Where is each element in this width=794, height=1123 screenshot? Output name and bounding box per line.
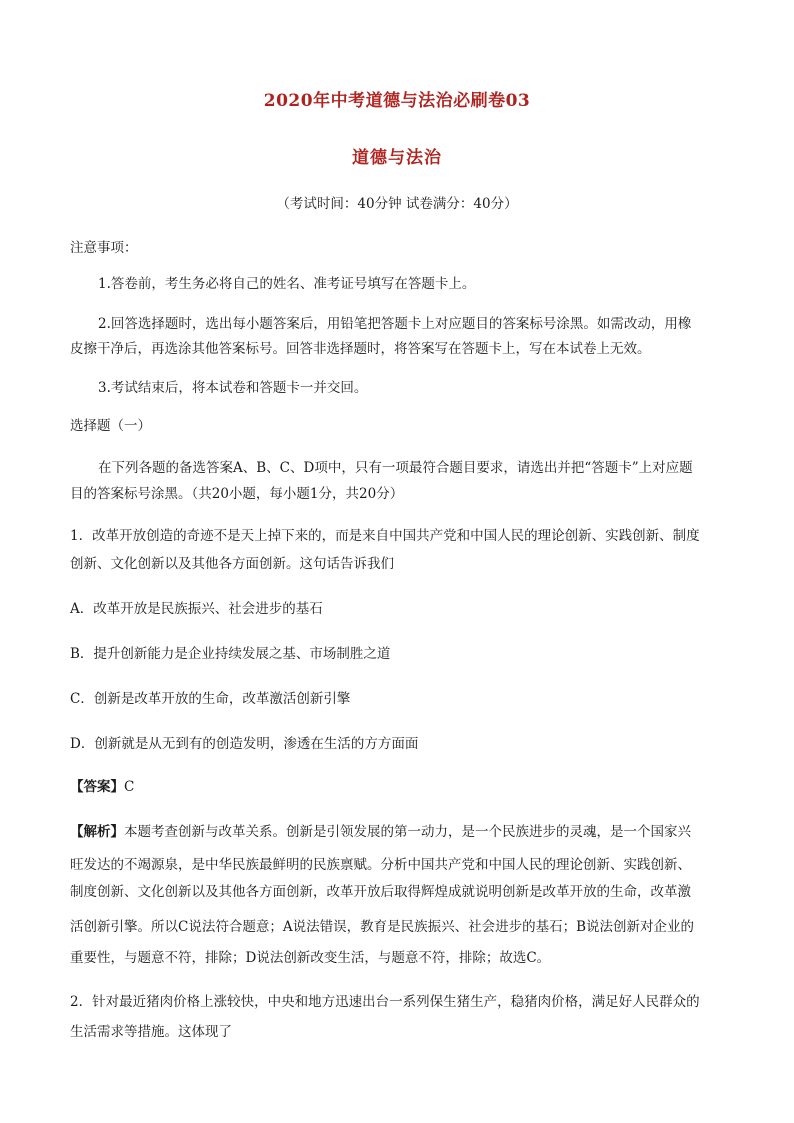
q1-analysis-line-3: 制度创新、文化创新以及其他各方面创新，改革开放后取得辉煌成就说明创新是改革开放的生命，改革激 <box>70 884 691 900</box>
note-item-2-line-2: 皮擦干净后，再选涂其他答案标号。回答非选择题时，将答案写在答题卡上，写在本试卷上无效。 <box>70 341 651 357</box>
q1-analysis-line-5: 重要性，与题意不符，排除；D说法创新改变生活，与题意不符，排除；故选C。 <box>70 950 551 966</box>
q1-stem-line-1: 1．改革开放创造的奇迹不是天上掉下来的，而是来自中国共产党和中国人民的理论创新、实践创新、制度 <box>70 528 700 544</box>
q1-stem-line-2: 创新、文化创新以及其他各方面创新。这句话告诉我们 <box>70 556 394 572</box>
analysis-text-1: 本题考查创新与改革关系。创新是引领发展的第一动力，是一个民族进步的灵魂，是一个国家兴 <box>124 824 691 840</box>
main-title: 2020年中考道德与法治必刷卷03 <box>263 91 531 111</box>
q1-option-d: D．创新就是从无到有的创造发明，渗透在生活的方方面面 <box>70 736 419 752</box>
note-item-3: 3.考试结束后，将本试卷和答题卡一并交回。 <box>98 380 368 396</box>
answer-label: 【答案】 <box>70 779 124 795</box>
exam-info: （考试时间：40分钟 试卷满分：40分） <box>276 196 518 212</box>
analysis-label: 【解析】 <box>70 824 124 840</box>
q1-option-b: B．提升创新能力是企业持续发展之基、市场制胜之道 <box>70 646 391 662</box>
subject-title: 道德与法治 <box>352 148 442 168</box>
note-item-2-line-1: 2.回答选择题时，选出每小题答案后，用铅笔把答题卡上对应题目的答案标号涂黑。如需改动，用橡 <box>98 316 692 332</box>
q1-analysis-line-1 <box>70 820 691 845</box>
q1-option-a: A．改革开放是民族振兴、社会进步的基石 <box>70 601 323 617</box>
q2-stem-line-1: 2．针对最近猪肉价格上涨较快，中央和地方迅速出台一系列保生猪生产，稳猪肉价格，满足好人民群众的 <box>70 994 700 1010</box>
section-instruction-line-2: 目的答案标号涂黑。（共20小题，每小题1分，共20分） <box>70 486 404 502</box>
notes-heading: 注意事项： <box>70 240 138 256</box>
q1-option-c: C．创新是改革开放的生命，改革激活创新引擎 <box>70 691 351 707</box>
q1-analysis-line-2: 旺发达的不竭源泉，是中华民族最鲜明的民族禀赋。分析中国共产党和中国人民的理论创新、实践创新、 <box>70 857 691 873</box>
section-heading: 选择题（一） <box>70 418 151 434</box>
q2-stem-line-2: 生活需求等措施。这体现了 <box>70 1024 232 1040</box>
section-instruction-line-1: 在下列各题的备选答案A、B、C、D项中，只有一项最符合题目要求，请选出并把“答题卡”上对应题 <box>98 460 693 476</box>
answer-value: C <box>124 779 135 795</box>
note-item-1: 1.答卷前，考生务必将自己的姓名、准考证号填写在答题卡上。 <box>98 276 476 292</box>
q1-answer <box>70 775 134 800</box>
q1-analysis-line-4: 活创新引擎。所以C说法符合题意；A说法错误，教育是民族振兴、社会进步的基石；B说法创新对企业的 <box>70 919 694 935</box>
